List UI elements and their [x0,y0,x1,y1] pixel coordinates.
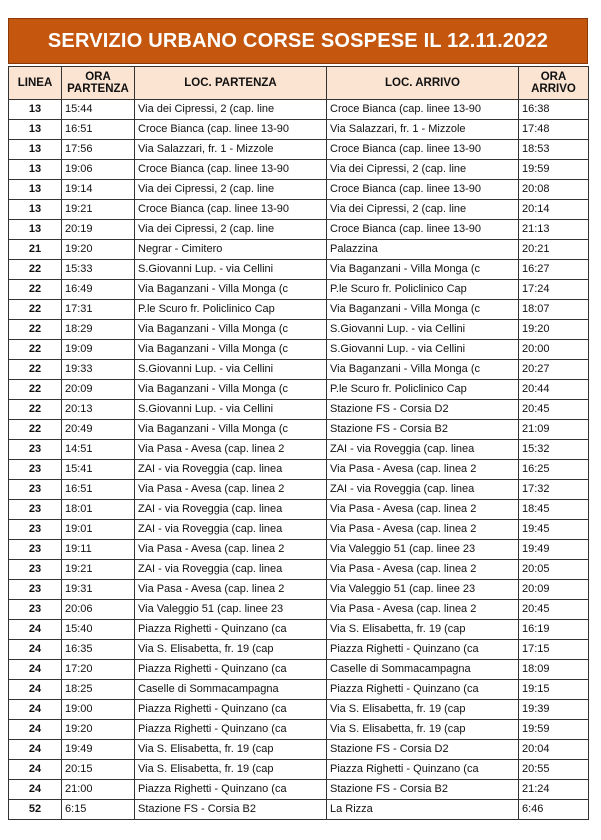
cell-loc-arrivo: S.Giovanni Lup. - via Cellini [327,320,519,340]
cell-loc-arrivo: Via Pasa - Avesa (cap. linea 2 [327,520,519,540]
cell-loc-partenza: ZAI - via Roveggia (cap. linea [135,520,327,540]
table-row [9,660,589,680]
table-row [9,120,589,140]
cell-ora-arrivo: 16:27 [519,260,589,280]
cell-loc-partenza: Piazza Righetti - Quinzano (ca [135,620,327,640]
cell-ora-arrivo: 18:07 [519,300,589,320]
table-row [9,500,589,520]
header-ora-arrivo-line1: ORA [540,71,567,83]
header-linea: LINEA [9,67,62,100]
cell-ora-arrivo: 21:13 [519,220,589,240]
cell-ora-partenza: 20:49 [62,420,135,440]
cell-linea: 23 [9,460,62,480]
cell-loc-partenza: Caselle di Sommacampagna [135,680,327,700]
cell-ora-partenza: 19:09 [62,340,135,360]
cell-ora-partenza: 18:29 [62,320,135,340]
cell-loc-partenza: Via Baganzani - Villa Monga (c [135,340,327,360]
table-body [9,100,589,820]
cell-ora-arrivo: 18:45 [519,500,589,520]
cell-linea: 24 [9,740,62,760]
cell-ora-arrivo: 19:39 [519,700,589,720]
cell-ora-arrivo: 18:53 [519,140,589,160]
table-row [9,440,589,460]
header-ora-partenza-line1: ORA [85,71,111,83]
table-row [9,620,589,640]
cell-loc-partenza: P.le Scuro fr. Policlinico Cap [135,300,327,320]
cell-linea: 22 [9,260,62,280]
cell-linea: 24 [9,780,62,800]
cell-loc-arrivo: Via S. Elisabetta, fr. 19 (cap [327,620,519,640]
cell-ora-partenza: 18:01 [62,500,135,520]
cell-loc-arrivo: ZAI - via Roveggia (cap. linea [327,440,519,460]
cell-ora-partenza: 19:21 [62,200,135,220]
cell-ora-partenza: 19:49 [62,740,135,760]
cell-ora-arrivo: 20:21 [519,240,589,260]
table-row [9,360,589,380]
cell-loc-arrivo: Croce Bianca (cap. linee 13-90 [327,100,519,120]
cell-loc-arrivo: Via Pasa - Avesa (cap. linea 2 [327,500,519,520]
table-row [9,160,589,180]
cell-ora-arrivo: 17:48 [519,120,589,140]
cell-loc-partenza: S.Giovanni Lup. - via Cellini [135,260,327,280]
cell-loc-partenza: Croce Bianca (cap. linee 13-90 [135,200,327,220]
cell-ora-arrivo: 17:15 [519,640,589,660]
table-row [9,480,589,500]
cell-linea: 24 [9,640,62,660]
cell-linea: 13 [9,160,62,180]
cell-linea: 22 [9,400,62,420]
table-row [9,340,589,360]
cell-loc-partenza: Negrar - Cimitero [135,240,327,260]
cell-loc-arrivo: Via Valeggio 51 (cap. linee 23 [327,540,519,560]
cell-ora-partenza: 14:51 [62,440,135,460]
cell-ora-arrivo: 16:19 [519,620,589,640]
table-row [9,580,589,600]
cell-ora-arrivo: 20:04 [519,740,589,760]
cell-ora-partenza: 20:09 [62,380,135,400]
cell-linea: 23 [9,560,62,580]
cell-loc-arrivo: Croce Bianca (cap. linee 13-90 [327,140,519,160]
cell-linea: 13 [9,140,62,160]
cell-linea: 21 [9,240,62,260]
table-row [9,260,589,280]
cell-loc-arrivo: Piazza Righetti - Quinzano (ca [327,640,519,660]
cell-loc-arrivo: Via Baganzani - Villa Monga (c [327,300,519,320]
table-row [9,700,589,720]
cell-ora-arrivo: 20:44 [519,380,589,400]
cell-ora-partenza: 19:33 [62,360,135,380]
cell-ora-arrivo: 20:55 [519,760,589,780]
cell-ora-partenza: 17:20 [62,660,135,680]
cell-ora-partenza: 19:14 [62,180,135,200]
header-ora-partenza [62,67,135,100]
cell-loc-partenza: Via Pasa - Avesa (cap. linea 2 [135,540,327,560]
cell-ora-arrivo: 16:38 [519,100,589,120]
cell-loc-arrivo: P.le Scuro fr. Policlinico Cap [327,380,519,400]
cell-linea: 24 [9,720,62,740]
cell-loc-partenza: Croce Bianca (cap. linee 13-90 [135,160,327,180]
cell-ora-partenza: 6:15 [62,800,135,820]
cell-ora-arrivo: 18:09 [519,660,589,680]
cell-linea: 24 [9,660,62,680]
cell-ora-arrivo: 20:14 [519,200,589,220]
cell-loc-partenza: Via Baganzani - Villa Monga (c [135,420,327,440]
cell-ora-partenza: 16:51 [62,120,135,140]
cell-loc-partenza: Croce Bianca (cap. linee 13-90 [135,120,327,140]
cell-loc-arrivo: Piazza Righetti - Quinzano (ca [327,760,519,780]
cell-ora-arrivo: 19:59 [519,720,589,740]
cell-loc-arrivo: La Rizza [327,800,519,820]
cell-linea: 24 [9,680,62,700]
cell-linea: 22 [9,420,62,440]
cell-loc-arrivo: Stazione FS - Corsia D2 [327,400,519,420]
table-row [9,140,589,160]
cell-ora-partenza: 19:20 [62,720,135,740]
table-row [9,800,589,820]
cell-ora-arrivo: 19:45 [519,520,589,540]
cell-loc-partenza: Piazza Righetti - Quinzano (ca [135,720,327,740]
cell-linea: 24 [9,700,62,720]
cell-loc-partenza: Stazione FS - Corsia B2 [135,800,327,820]
cell-loc-partenza: Via S. Elisabetta, fr. 19 (cap [135,760,327,780]
cell-loc-arrivo: Via Salazzari, fr. 1 - Mizzole [327,120,519,140]
cell-ora-partenza: 19:20 [62,240,135,260]
cell-linea: 22 [9,280,62,300]
cell-ora-arrivo: 20:08 [519,180,589,200]
cell-loc-partenza: ZAI - via Roveggia (cap. linea [135,560,327,580]
cell-ora-partenza: 17:31 [62,300,135,320]
cell-ora-partenza: 16:49 [62,280,135,300]
cell-ora-arrivo: 19:15 [519,680,589,700]
cell-ora-arrivo: 17:24 [519,280,589,300]
table-row [9,720,589,740]
cell-linea: 23 [9,540,62,560]
cell-loc-partenza: Via Baganzani - Villa Monga (c [135,280,327,300]
cell-linea: 23 [9,520,62,540]
cell-loc-arrivo: Via dei Cipressi, 2 (cap. line [327,200,519,220]
cell-loc-arrivo: ZAI - via Roveggia (cap. linea [327,480,519,500]
table-row [9,680,589,700]
cell-linea: 22 [9,340,62,360]
cell-ora-arrivo: 20:45 [519,600,589,620]
cell-loc-partenza: Piazza Righetti - Quinzano (ca [135,700,327,720]
header-ora-arrivo-line2: ARRIVO [531,83,576,95]
header-loc-arrivo: LOC. ARRIVO [327,67,519,100]
cell-loc-partenza: Piazza Righetti - Quinzano (ca [135,780,327,800]
cell-ora-partenza: 17:56 [62,140,135,160]
cell-loc-arrivo: Stazione FS - Corsia B2 [327,780,519,800]
cell-loc-partenza: Via Baganzani - Villa Monga (c [135,320,327,340]
cell-linea: 13 [9,220,62,240]
cell-loc-arrivo: S.Giovanni Lup. - via Cellini [327,340,519,360]
cell-ora-partenza: 19:01 [62,520,135,540]
cell-ora-partenza: 19:21 [62,560,135,580]
table-row [9,640,589,660]
cell-loc-partenza: Via dei Cipressi, 2 (cap. line [135,100,327,120]
cell-ora-arrivo: 20:09 [519,580,589,600]
cell-loc-arrivo: Croce Bianca (cap. linee 13-90 [327,180,519,200]
table-row [9,240,589,260]
cell-ora-arrivo: 6:46 [519,800,589,820]
cell-ora-arrivo: 21:24 [519,780,589,800]
cell-loc-arrivo: Via Pasa - Avesa (cap. linea 2 [327,560,519,580]
cell-loc-arrivo: Via S. Elisabetta, fr. 19 (cap [327,720,519,740]
cell-loc-arrivo: Via dei Cipressi, 2 (cap. line [327,160,519,180]
cell-loc-arrivo: P.le Scuro fr. Policlinico Cap [327,280,519,300]
cell-loc-partenza: Via dei Cipressi, 2 (cap. line [135,180,327,200]
cell-ora-arrivo: 20:45 [519,400,589,420]
cell-ora-partenza: 19:00 [62,700,135,720]
cell-loc-arrivo: Via Pasa - Avesa (cap. linea 2 [327,600,519,620]
cell-loc-arrivo: Piazza Righetti - Quinzano (ca [327,680,519,700]
table-row [9,460,589,480]
cell-linea: 13 [9,120,62,140]
table-row [9,100,589,120]
cell-ora-arrivo: 20:00 [519,340,589,360]
header-ora-partenza-line2: PARTENZA [67,83,129,95]
cell-ora-arrivo: 16:25 [519,460,589,480]
cell-linea: 13 [9,180,62,200]
cell-ora-arrivo: 19:49 [519,540,589,560]
cell-loc-partenza: ZAI - via Roveggia (cap. linea [135,500,327,520]
cell-ora-partenza: 15:40 [62,620,135,640]
table-row [9,220,589,240]
cell-loc-partenza: Via Pasa - Avesa (cap. linea 2 [135,480,327,500]
cell-ora-partenza: 16:51 [62,480,135,500]
cell-ora-partenza: 18:25 [62,680,135,700]
cell-loc-partenza: Via Valeggio 51 (cap. linee 23 [135,600,327,620]
cell-loc-partenza: Via Pasa - Avesa (cap. linea 2 [135,440,327,460]
cell-linea: 22 [9,360,62,380]
cell-ora-arrivo: 20:05 [519,560,589,580]
cell-linea: 23 [9,500,62,520]
table-row [9,760,589,780]
cell-linea: 22 [9,300,62,320]
cell-loc-partenza: Via dei Cipressi, 2 (cap. line [135,220,327,240]
table-row [9,200,589,220]
table-row [9,320,589,340]
cell-loc-partenza: Via S. Elisabetta, fr. 19 (cap [135,640,327,660]
table-row [9,180,589,200]
cell-ora-partenza: 15:41 [62,460,135,480]
cell-loc-arrivo: Via S. Elisabetta, fr. 19 (cap [327,700,519,720]
cell-linea: 13 [9,100,62,120]
table-row [9,300,589,320]
cell-loc-partenza: S.Giovanni Lup. - via Cellini [135,360,327,380]
cell-ora-arrivo: 19:20 [519,320,589,340]
table-row [9,740,589,760]
table-row [9,420,589,440]
cell-ora-arrivo: 21:09 [519,420,589,440]
cell-loc-arrivo: Via Pasa - Avesa (cap. linea 2 [327,460,519,480]
cell-linea: 22 [9,380,62,400]
cell-ora-partenza: 16:35 [62,640,135,660]
cell-ora-partenza: 19:31 [62,580,135,600]
cell-loc-arrivo: Palazzina [327,240,519,260]
table-row [9,400,589,420]
table-row [9,600,589,620]
cell-ora-partenza: 20:19 [62,220,135,240]
cell-loc-arrivo: Stazione FS - Corsia B2 [327,420,519,440]
cell-ora-partenza: 20:13 [62,400,135,420]
table-row [9,380,589,400]
suspended-trips-table [8,66,589,820]
header-loc-partenza: LOC. PARTENZA [135,67,327,100]
cell-linea: 23 [9,440,62,460]
cell-loc-partenza: ZAI - via Roveggia (cap. linea [135,460,327,480]
cell-ora-arrivo: 19:59 [519,160,589,180]
cell-ora-partenza: 20:15 [62,760,135,780]
cell-loc-arrivo: Stazione FS - Corsia D2 [327,740,519,760]
table-header-row [9,67,589,100]
table-row [9,540,589,560]
cell-ora-partenza: 15:33 [62,260,135,280]
cell-loc-arrivo: Via Valeggio 51 (cap. linee 23 [327,580,519,600]
cell-ora-arrivo: 17:32 [519,480,589,500]
cell-ora-partenza: 19:06 [62,160,135,180]
cell-loc-partenza: Piazza Righetti - Quinzano (ca [135,660,327,680]
cell-ora-partenza: 19:11 [62,540,135,560]
cell-loc-arrivo: Via Baganzani - Villa Monga (c [327,360,519,380]
header-ora-arrivo [519,67,589,100]
page-title: SERVIZIO URBANO CORSE SOSPESE IL 12.11.2022 [8,18,588,64]
cell-linea: 23 [9,580,62,600]
cell-ora-arrivo: 15:32 [519,440,589,460]
cell-linea: 23 [9,480,62,500]
cell-loc-arrivo: Croce Bianca (cap. linee 13-90 [327,220,519,240]
cell-loc-arrivo: Via Baganzani - Villa Monga (c [327,260,519,280]
cell-loc-partenza: Via Pasa - Avesa (cap. linea 2 [135,580,327,600]
cell-ora-partenza: 15:44 [62,100,135,120]
cell-loc-partenza: S.Giovanni Lup. - via Cellini [135,400,327,420]
cell-linea: 52 [9,800,62,820]
table-row [9,560,589,580]
cell-loc-arrivo: Caselle di Sommacampagna [327,660,519,680]
cell-linea: 23 [9,600,62,620]
cell-loc-partenza: Via Baganzani - Villa Monga (c [135,380,327,400]
cell-loc-partenza: Via S. Elisabetta, fr. 19 (cap [135,740,327,760]
cell-ora-arrivo: 20:27 [519,360,589,380]
cell-loc-partenza: Via Salazzari, fr. 1 - Mizzole [135,140,327,160]
cell-linea: 22 [9,320,62,340]
cell-linea: 24 [9,760,62,780]
table-row [9,280,589,300]
table-row [9,520,589,540]
cell-ora-partenza: 21:00 [62,780,135,800]
table-row [9,780,589,800]
cell-linea: 24 [9,620,62,640]
cell-linea: 13 [9,200,62,220]
cell-ora-partenza: 20:06 [62,600,135,620]
